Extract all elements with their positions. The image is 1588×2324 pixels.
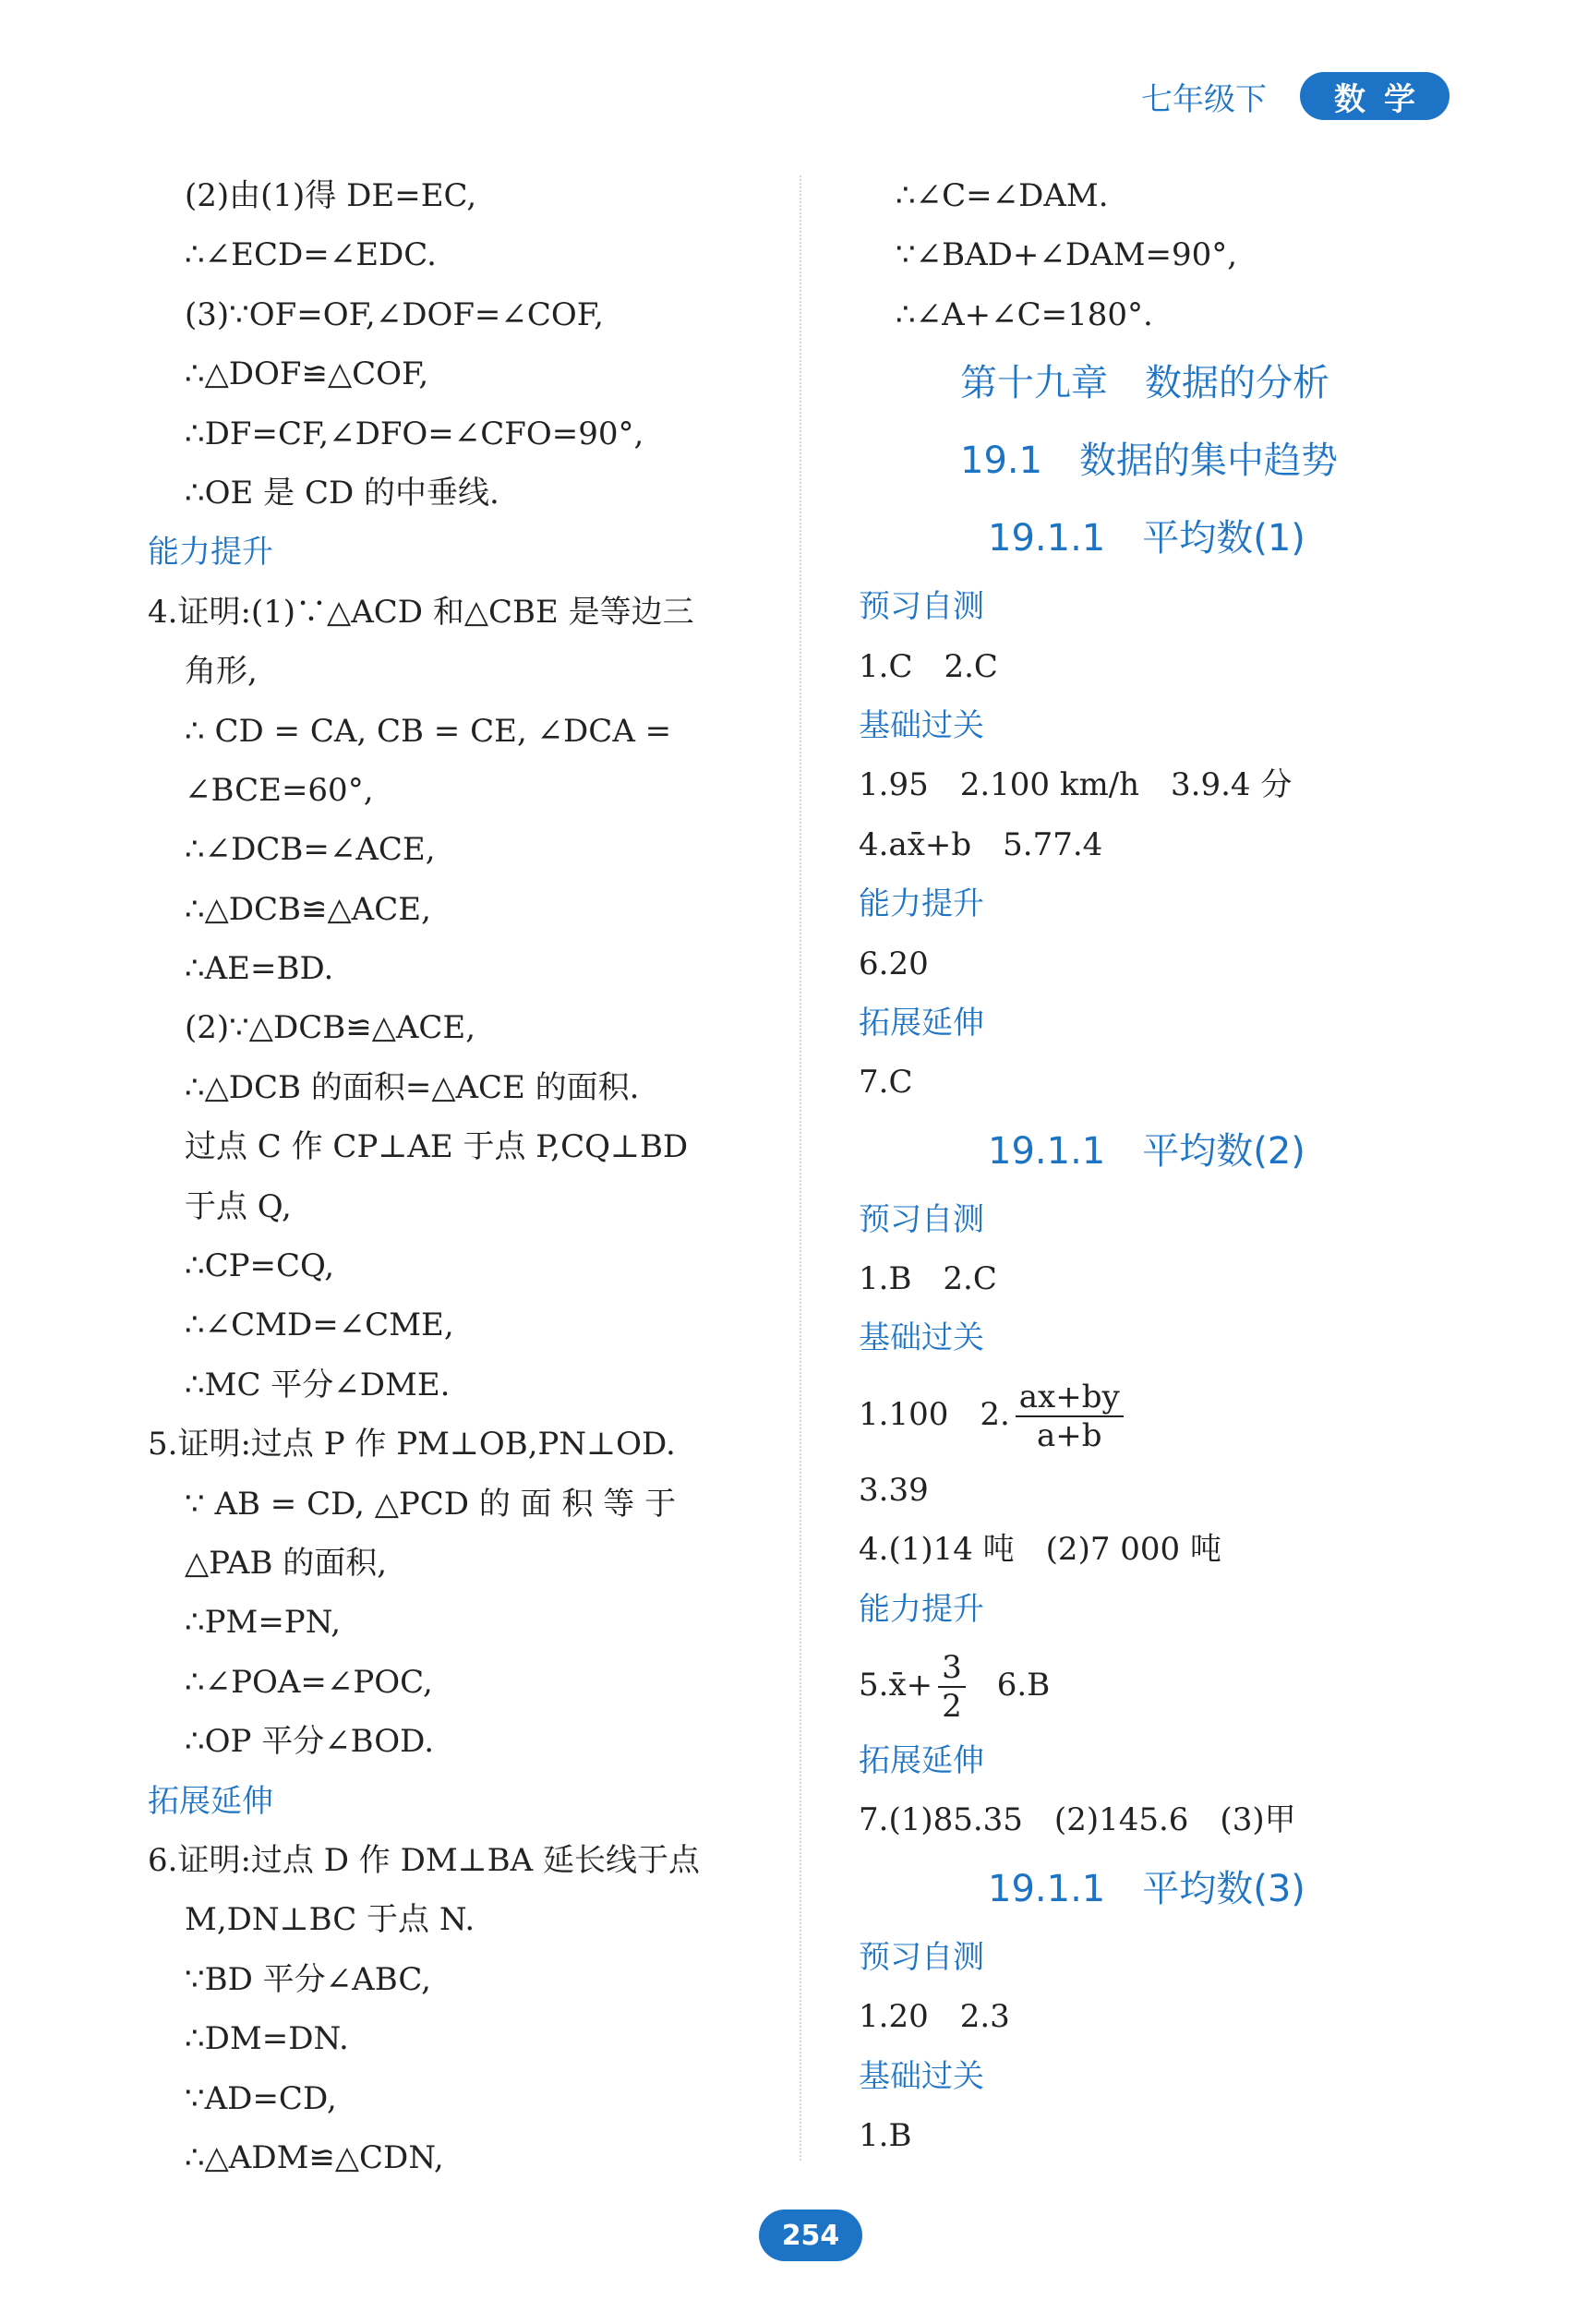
text-line: 7.C	[859, 1064, 913, 1102]
text-line: ∴△ADM≌△CDN,	[185, 2138, 444, 2176]
text-line: ∴ CD = CA, CB = CE, ∠DCA =	[185, 712, 672, 750]
section-heading: 拓展延伸	[859, 1004, 984, 1042]
section-heading: 基础过关	[859, 1319, 984, 1357]
text-line: ∠BCE=60°,	[185, 771, 374, 809]
section-heading: 拓展延伸	[148, 1782, 273, 1820]
text-line: △PAB 的面积,	[185, 1544, 388, 1582]
right-column	[859, 166, 1450, 2165]
text-line: 1.B	[859, 2116, 912, 2154]
text-line: ∵∠BAD+∠DAM=90°,	[896, 236, 1238, 274]
numerator: ax+by	[1016, 1379, 1124, 1417]
fraction	[938, 1649, 966, 1725]
section-title: 19.1 数据的集中趋势	[960, 440, 1339, 483]
text-line: ∴∠ECD=∠EDC.	[185, 236, 437, 274]
text-line: ∴∠C=∠DAM.	[896, 177, 1109, 214]
section-heading: 基础过关	[859, 706, 984, 744]
section-heading: 预习自测	[859, 588, 984, 626]
text-line: 1.20 2.3	[859, 1998, 1010, 2036]
chapter-title: 第十九章 数据的分析	[960, 362, 1329, 405]
subsection-title: 19.1.1 平均数(1)	[988, 517, 1305, 560]
text-line: 7.(1)85.35 (2)145.6 (3)甲	[859, 1801, 1296, 1839]
section-heading: 预习自测	[859, 1938, 984, 1976]
page-header	[1141, 72, 1450, 120]
text-line: ∵BD 平分∠ABC,	[185, 1960, 431, 1998]
section-heading: 预习自测	[859, 1200, 984, 1238]
text-line: ∴DM=DN.	[185, 2020, 349, 2058]
text-line: 1.B 2.C	[859, 1260, 997, 1298]
text-line: ∴PM=PN,	[185, 1604, 342, 1642]
answer-text: 1.100 2.	[859, 1395, 1010, 1433]
text-line: ∴OP 平分∠BOD.	[185, 1723, 435, 1761]
text-line: 4.(1)14 吨 (2)7 000 吨	[859, 1531, 1221, 1569]
text-line: 角形,	[185, 653, 258, 691]
text-line: (3)∵OF=OF,∠DOF=∠COF,	[185, 295, 604, 333]
text-line: ∴∠A+∠C=180°.	[896, 295, 1153, 333]
denominator: 2	[942, 1688, 962, 1726]
subsection-title: 19.1.1 平均数(3)	[988, 1867, 1305, 1910]
text-line: ∴AE=BD.	[185, 950, 334, 988]
text-line: ∴∠CMD=∠CME,	[185, 1306, 454, 1344]
text-line: 6.20	[859, 945, 929, 982]
text-line: ∴MC 平分∠DME.	[185, 1366, 451, 1403]
text-line: 5.证明:过点 P 作 PM⊥OB,PN⊥OD.	[148, 1426, 676, 1463]
text-line: (2)由(1)得 DE=EC,	[185, 177, 477, 214]
text-line: ∴OE 是 CD 的中垂线.	[185, 474, 499, 512]
text-line: ∴△DCB≌△ACE,	[185, 890, 431, 928]
text-line: 于点 Q,	[185, 1187, 292, 1225]
section-heading: 能力提升	[148, 534, 273, 572]
text-line: 1.C 2.C	[859, 647, 998, 685]
fraction	[1016, 1379, 1124, 1454]
answer-text: 5.x̄+	[859, 1667, 933, 1704]
text-line: ∴△DOF≌△COF,	[185, 355, 429, 393]
numerator: 3	[938, 1649, 966, 1688]
subject-badge: 数学	[1300, 72, 1450, 120]
denominator: a+b	[1036, 1416, 1102, 1454]
text-line: ∴DF=CF,∠DFO=∠CFO=90°,	[185, 415, 644, 452]
section-heading: 能力提升	[859, 885, 984, 923]
text-line: ∴∠DCB=∠ACE,	[185, 831, 436, 869]
answer-line-fraction	[859, 1368, 1450, 1461]
text-line: 4.ax̄+b 5.77.4	[859, 825, 1103, 863]
column-divider	[800, 175, 801, 2161]
text-line: M,DN⊥BC 于点 N.	[185, 1901, 475, 1939]
text-line: (2)∵△DCB≌△ACE,	[185, 1009, 476, 1047]
answer-line-fraction	[859, 1639, 1450, 1731]
text-line: ∴△DCB 的面积=△ACE 的面积.	[185, 1068, 640, 1106]
text-line: ∴∠POA=∠POC,	[185, 1663, 433, 1701]
text-line: 6.证明:过点 D 作 DM⊥BA 延长线于点	[148, 1841, 700, 1879]
subsection-title: 19.1.1 平均数(2)	[988, 1129, 1305, 1173]
grade-label: 七年级下	[1141, 80, 1267, 118]
text-line: 1.95 2.100 km/h 3.9.4 分	[859, 766, 1293, 804]
text-line: 3.39	[859, 1471, 929, 1509]
text-line: 4.证明:(1)∵△ACD 和△CBE 是等边三	[148, 593, 694, 631]
left-column	[148, 166, 776, 2187]
section-heading: 能力提升	[859, 1590, 984, 1628]
text-line: ∴CP=CQ,	[185, 1247, 335, 1285]
section-heading: 基础过关	[859, 2057, 984, 2095]
answer-text: 6.B	[965, 1667, 1051, 1704]
text-line: 过点 C 作 CP⊥AE 于点 P,CQ⊥BD	[185, 1128, 689, 1166]
text-line: ∵AD=CD,	[185, 2079, 337, 2117]
text-line: ∵ AB = CD, △PCD 的 面 积 等 于	[185, 1485, 677, 1523]
section-heading: 拓展延伸	[859, 1742, 984, 1780]
page-number: 254	[759, 2210, 862, 2261]
